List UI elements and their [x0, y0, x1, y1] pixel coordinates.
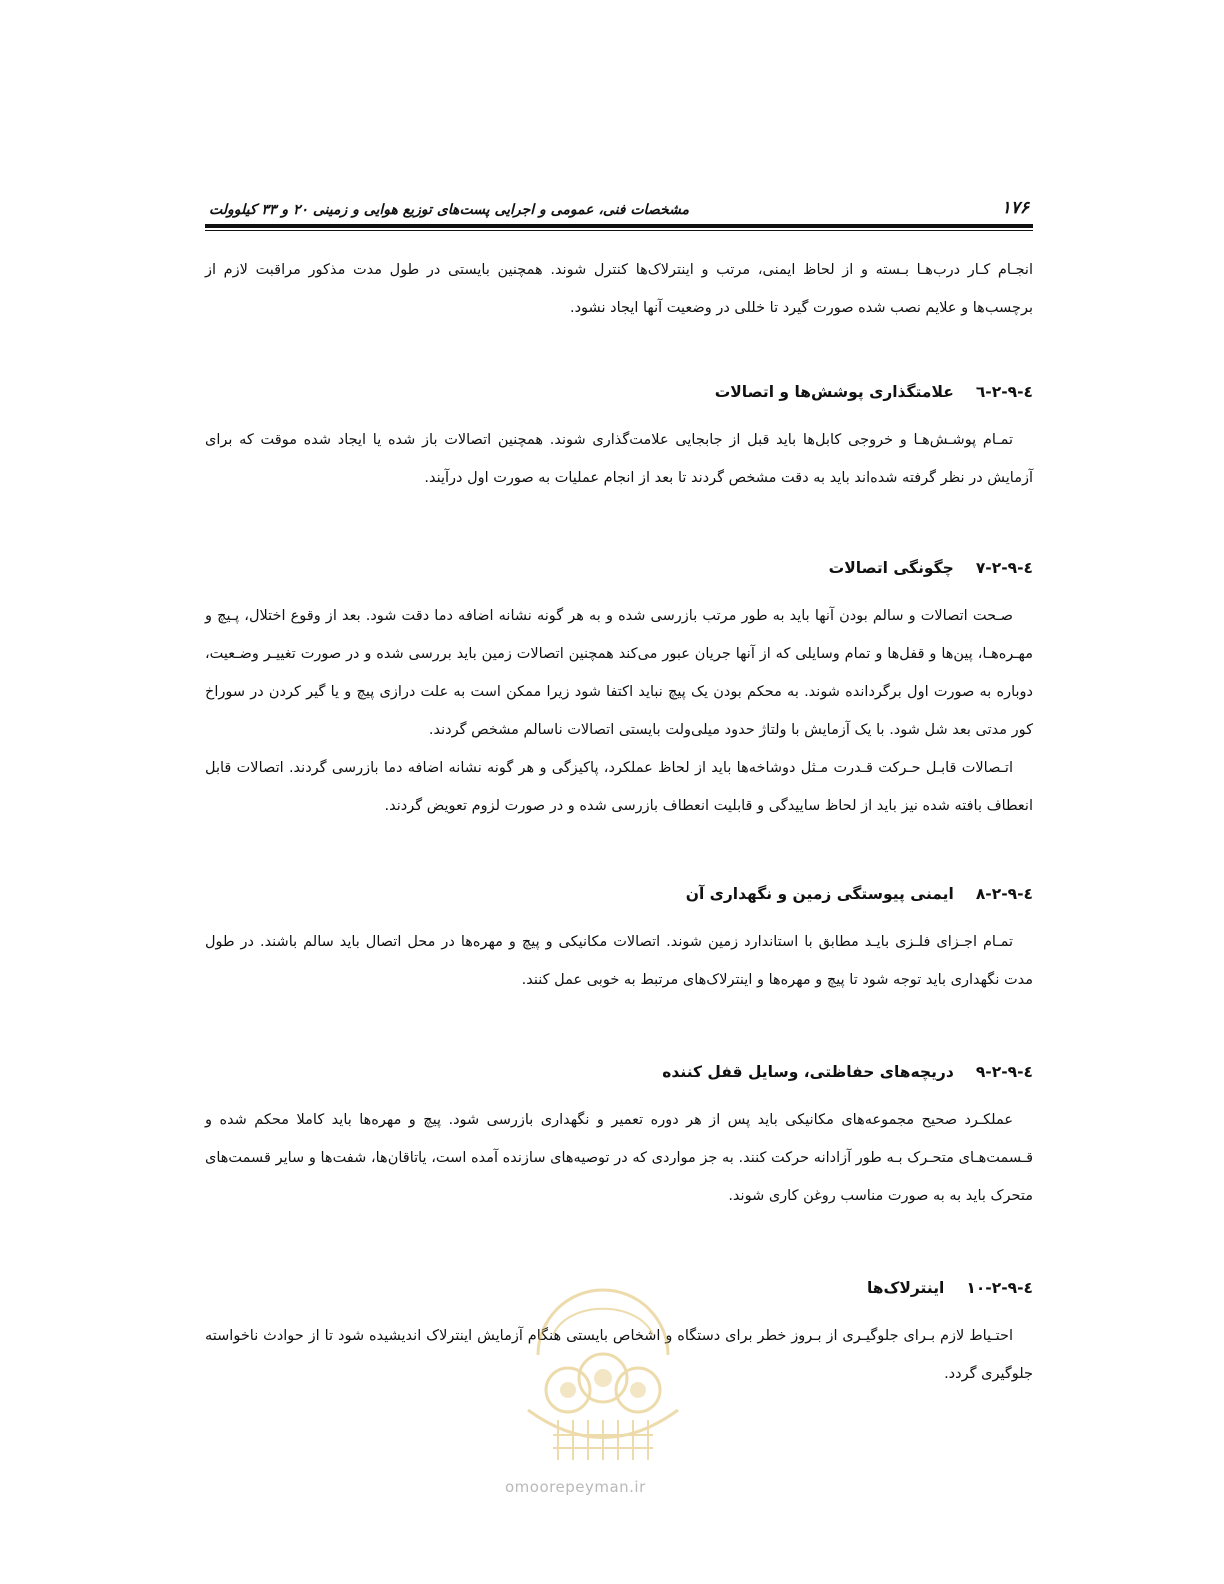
- text-line: برچسب‌ها و علایم نصب شده صورت گیرد تا خللی در وضعیت آنها ایجاد نشود.: [569, 300, 1033, 316]
- text-line: اتـصالات قابـل حـرکت قـدرت مـثل دوشاخه‌ها باید از لحاظ عملکرد، پاکیزگی و هر گونه نشانه اضافه دما بازرسی گردند.: [288, 760, 1013, 776]
- text-line: پـیچ و مهـره‌هـا، پین‌ها و قفل‌ها و تمام وسایلی که از آنها جریان عبور می‌کند همچنین اتصالات زمین باید بررسی شده و در صورت: [205, 608, 1034, 662]
- section-number: ٤-٩-٢-٧: [975, 559, 1033, 577]
- section-title: دریچه‌های حفاظتی، وسایل قفل کننده: [662, 1063, 954, 1081]
- text-line: انجـام کـار درب‌هـا بـسته و از لحاظ ایمنی، مرتب و اینترلاک‌ها کنترل شوند. همچنین بایستی در طول مدت مذکور مراقبت لازم از: [205, 262, 1033, 278]
- section-title: اینترلاک‌ها: [866, 1279, 945, 1297]
- section-paragraph: [205, 421, 1033, 497]
- text-line: طول مدت نگهداری باید توجه شود تا پیچ و مهره‌ها و اینترلاک‌های مرتبط به خوبی عمل کنند.: [205, 934, 1033, 988]
- watermark-url: omoorepeyman.ir: [505, 1478, 646, 1496]
- section-number: ٤-٩-٢-٦: [975, 383, 1033, 401]
- text-line: و قـسمت‌هـای متحـرک بـه طور آزادانه حرکت کنند. به جز مواردی که در توصیه‌های سازنده آمده است، یاتاقان‌ها، شفت‌ها و سایر: [205, 1112, 1033, 1166]
- section-heading: [205, 383, 1033, 413]
- section-paragraph: [205, 1101, 1033, 1215]
- document-page: [205, 190, 1033, 1393]
- text-line: ناخواسته جلوگیری گردد.: [205, 1328, 1033, 1382]
- section-title: ایمنی پیوستگی زمین و نگهداری آن: [685, 885, 954, 903]
- text-line: اتصالات قابل انعطاف بافته شده نیز باید از لحاظ ساییدگی و قابلیت انعطاف بازرسی شده و در صورت لزوم تعویض گردند.: [205, 760, 1033, 814]
- section-number: ٤-٩-٢-١٠: [966, 1279, 1033, 1297]
- section-paragraph: [205, 923, 1033, 999]
- section-title: علامتگذاری پوشش‌ها و اتصالات: [714, 383, 954, 401]
- text-line: قسمت‌های متحرک باید به به صورت مناسب روغن کاری شوند.: [205, 1150, 1033, 1204]
- text-line: تغییـر وضـعیت، دوباره به صورت اول برگردانده شوند. به محکم بودن یک پیچ نباید اکتفا شود زیرا ممکن است به علت درازی پیچ و: [205, 646, 1034, 700]
- text-line: تمـام اجـزای فلـزی بایـد مطابق با استاندارد زمین شوند. اتصالات مکانیکی و پیچ و مهره‌ها در محل اتصال باید سالم باشند. در: [240, 934, 1014, 950]
- text-line: عملکـرد صحیح مجموعه‌های مکانیکی باید پس از هر دوره تعمیر و نگهداری بازرسی شود. پیچ و مهره‌ها باید کاملا محکم شده: [219, 1112, 1014, 1128]
- text-line: یا گیر کردن در سوراخ کور مدتی بعد شل شود. با یک آزمایش با ولتاژ حدود میلی‌ولت بایستی اتصالات ناسالم مشخص گردند.: [205, 684, 1033, 738]
- section-paragraph: [205, 597, 1033, 749]
- section-heading: [205, 559, 1033, 589]
- section-heading: [205, 885, 1033, 915]
- section-heading: [205, 1279, 1033, 1309]
- section-paragraph: [205, 1317, 1033, 1393]
- text-line: برای آزمایش در نظر گرفته شده‌اند باید به دقت مشخص گردند تا بعد از انجام عملیات به صورت اول درآیند.: [205, 432, 1033, 486]
- running-header-title: مشخصات فنی، عمومی و اجرایی پست‌های توزیع هوایی و زمینی ۲۰ و ۳۳ کیلوولت: [209, 202, 689, 218]
- section-title: چگونگی اتصالات: [828, 559, 954, 577]
- text-line: صـحت اتصالات و سالم بودن آنها باید به طور مرتب بازرسی شده و به هر گونه نشانه اضافه دما دقت شود. بعد از وقوع اختلال،: [244, 608, 1013, 624]
- header-rule: [205, 224, 1033, 231]
- section-heading: [205, 1063, 1033, 1093]
- section-number: ٤-٩-٢-٨: [975, 885, 1033, 903]
- section-paragraph: [205, 749, 1033, 825]
- page-number: ۱۷۶: [1001, 198, 1029, 218]
- text-line: تمـام پوشـش‌هـا و خروجی کابل‌ها باید قبل از جابجایی علامت‌گذاری شوند. همچنین اتصالات باز شده یا ایجاد شده موقت که: [239, 432, 1013, 448]
- running-header: [205, 190, 1033, 218]
- intro-paragraph: [205, 251, 1033, 327]
- text-line: احتـیاط لازم بـرای جلوگیـری از بـروز خطر برای دستگاه و اشخاص بایستی هنگام آزمایش اینترلاک اندیشیده شود تا از حوادث: [263, 1328, 1014, 1344]
- section-number: ٤-٩-٢-٩: [975, 1063, 1033, 1081]
